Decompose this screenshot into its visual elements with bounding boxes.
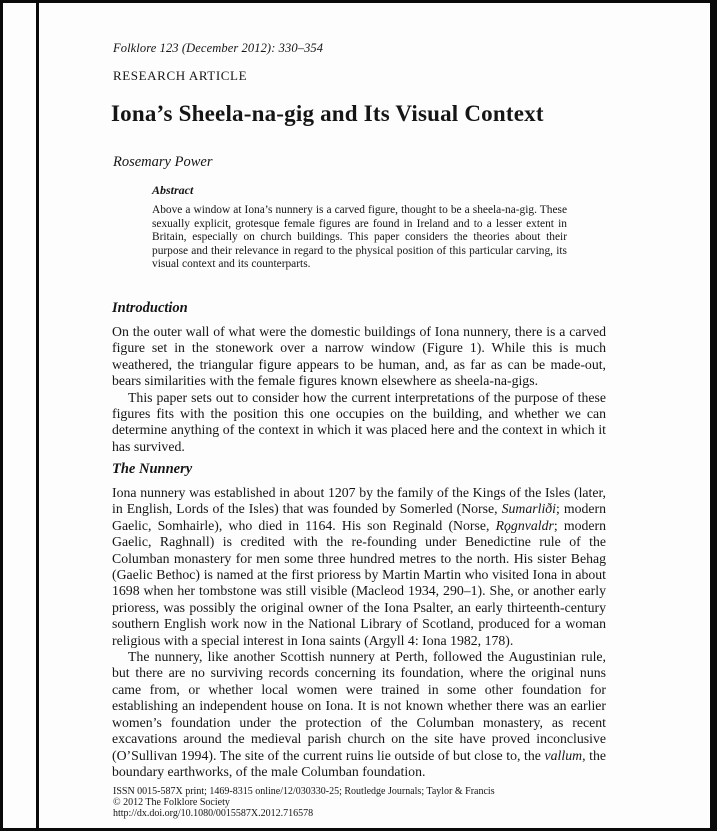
scan-border-right	[710, 0, 717, 831]
doi-line: http://dx.doi.org/10.1080/0015587X.2012.716578	[113, 808, 314, 820]
abstract-heading: Abstract	[152, 183, 194, 197]
scan-border-left	[0, 0, 3, 831]
imprint-block	[113, 786, 613, 820]
section-heading-nunnery: The Nunnery	[112, 461, 193, 477]
abstract-text: Above a window at Iona’s nunnery is a carved figure, thought to be a sheela-na-gig. These sexually explicit, grotesque female figures are found in Ireland and to a lesser extent in Britain, especially on church buildings. This paper considers the theories about their purpose and their relevance in regard to the physical position of this particular carving, its visual context and its counterparts.	[152, 204, 567, 270]
page-gutter-line	[36, 0, 39, 831]
page-title: Iona’s Sheela-na-gig and Its Visual Context	[111, 101, 544, 126]
body-paragraph: Iona nunnery was established in about 1207 by the family of the Kings of the Isles (later, in English, Lords of the Isles) that was founded by Somerled (Norse, Sumarliði; modern Gaelic, Somhairle), who died in 1164. His son Reginald (Norse, Rǫgnvaldr; modern Gaelic, Raghnall) is credited with the re-founding under Benedictine rule of the Columban monastery for men some three hundred metres to the north. His sister Behag (Gaelic Bethoc) is named at the first prioress by Martin Martin who visited Iona in about 1698 when her tombstone was still visible (Macleod 1934, 290–1). She, or another early prioress, was possibly the original owner of the Iona Psalter, an early thirteenth-century southern English work now in the National Library of Scotland, produced for a woman religious with a special interest in Iona saints (Argyll 4: Iona 1982, 178).	[112, 485, 606, 648]
copyright-line: © 2012 The Folklore Society	[113, 797, 230, 809]
section-heading-introduction: Introduction	[112, 300, 188, 316]
article-type-label: RESEARCH ARTICLE	[113, 68, 248, 83]
abstract-block	[152, 183, 567, 272]
issn-line: ISSN 0015-587X print; 1469-8315 online/12/030330-25; Routledge Journals; Taylor & Francis	[113, 786, 495, 797]
body-paragraph: The nunnery, like another Scottish nunnery at Perth, followed the Augustinian rule, but there are no surviving records concerning its foundation, where the original nuns came from, or whether local women were trained in some other foundation for establishing an independent house on Iona. It is not known whether there was an earlier women’s foundation under the protection of the Columban monastery, as recent excavations around the medieval parish church on the site have proved inconclusive (O’Sullivan 1994). The site of the current ruins lie outside of but close to, the vallum, the boundary earthworks, of the male Columban foundation.	[112, 649, 606, 779]
body-paragraph: This paper sets out to consider how the current interpretations of the purpose of these figures fits with the position this one occupies on the building, and whether we can determine anything of the context in which it was placed here and the context in which it has survived.	[112, 389, 606, 454]
scan-border-top	[0, 0, 717, 3]
section-nunnery	[112, 461, 606, 780]
journal-citation-line: Folklore 123 (December 2012): 330–354	[113, 41, 324, 55]
section-introduction	[112, 300, 606, 455]
author-name: Rosemary Power	[113, 154, 213, 170]
body-paragraph: On the outer wall of what were the domestic buildings of Iona nunnery, there is a carved figure set in the stonework over a narrow window (Figure 1). While this is much weathered, the triangular figure appears to be human, and, as far as can be made-out, bears similarities with the female figures known elsewhere as sheela-na-gigs.	[112, 324, 606, 389]
